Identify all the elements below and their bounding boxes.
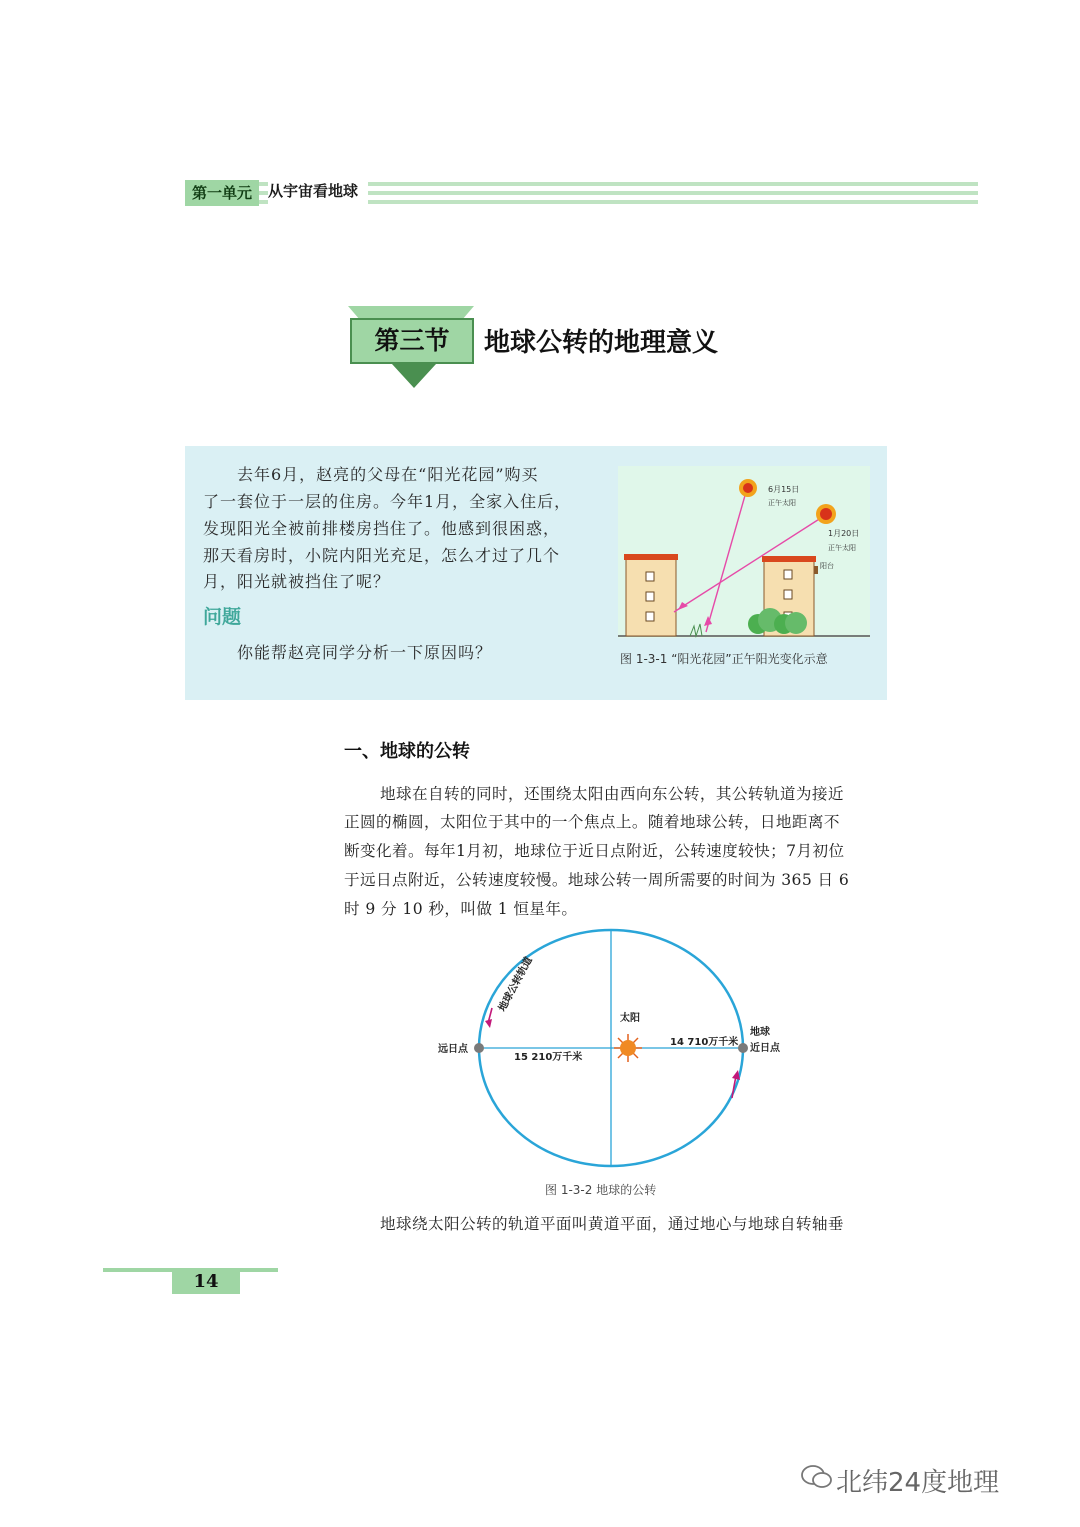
earth-perihelion-icon [738,1043,748,1053]
paragraph-line: 时 9 分 10 秒，叫做 1 恒星年。 [344,900,578,918]
paragraph-line: 正圆的椭圆，太阳位于其中的一个焦点上。随着地球公转，日地距离不 [344,813,840,831]
earth-label: 地球 [750,1027,770,1038]
sun1-date-label: 6月15日 [768,485,800,494]
question-label: 问题 [203,606,242,628]
earth-aphelion-icon [474,1043,484,1053]
intro-line: 了一套位于一层的住房。今年1月，全家入住后， [203,492,572,511]
watermark-text: 北纬24度地理 [836,1468,1000,1498]
paragraph-line: 断变化着。每年1月初，地球位于近日点附近，公转速度较快；7月初位 [344,842,845,860]
sun-label: 太阳 [620,1013,640,1024]
section-title: 地球公转的地理意义 [484,328,719,358]
sun2-date-label: 1月20日 [828,529,860,538]
sunlight-change-figure [618,466,870,638]
orbit-direction-arrow [485,1019,492,1028]
wechat-icon [800,1462,834,1492]
unit-tab: 第一单元 [185,180,259,206]
paragraph-line: 于远日点附近，公转速度较慢。地球公转一周所需要的时间为 365 日 6 [344,871,850,889]
sun-january-icon [816,504,836,524]
sun-icon [614,1034,642,1062]
page-number: 14 [172,1270,240,1294]
rear-building-icon [624,554,678,636]
grass-icon [690,624,702,636]
section-label: 第三节 [350,318,474,364]
unit-title: 从宇宙看地球 [268,180,368,206]
orbit-direction-arrow [732,1070,740,1080]
sun2-sub-label: 正午太阳 [828,544,856,552]
earth-orbit-figure [430,928,790,1173]
near-distance-label: 14 710万千米 [670,1037,739,1048]
figure1-caption: 图 1-3-1 “阳光花园”正午阳光变化示意 [620,652,828,666]
intro-line: 发现阳光全被前排楼房挡住了。他感到很困惑， [203,519,561,538]
sun1-sub-label: 正午太阳 [768,499,796,507]
figure2-caption: 图 1-3-2 地球的公转 [545,1183,657,1197]
intro-line: 去年6月，赵亮的父母在“阳光花园”购买 [237,465,539,484]
sun-june-icon [739,479,757,497]
far-distance-label: 15 210万千米 [514,1052,583,1063]
paragraph-line: 地球在自转的同时，还围绕太阳由西向东公转，其公转轨道为接近 [380,785,844,803]
balcony-label: 阳台 [820,562,834,570]
aphelion-label: 远日点 [438,1044,468,1055]
question-text: 你能帮赵亮同学分析一下原因吗？ [237,643,493,662]
paragraph-line: 地球绕太阳公转的轨道平面叫黄道平面，通过地心与地球自转轴垂 [380,1215,844,1233]
intro-line: 月，阳光就被挡住了呢？ [203,572,391,591]
orbit-label: 地球公转轨道 [496,955,535,1014]
perihelion-label: 近日点 [750,1043,780,1054]
intro-line: 那天看房时，小院内阳光充足，怎么才过了几个 [203,546,561,565]
subsection-heading: 一、地球的公转 [344,741,470,762]
